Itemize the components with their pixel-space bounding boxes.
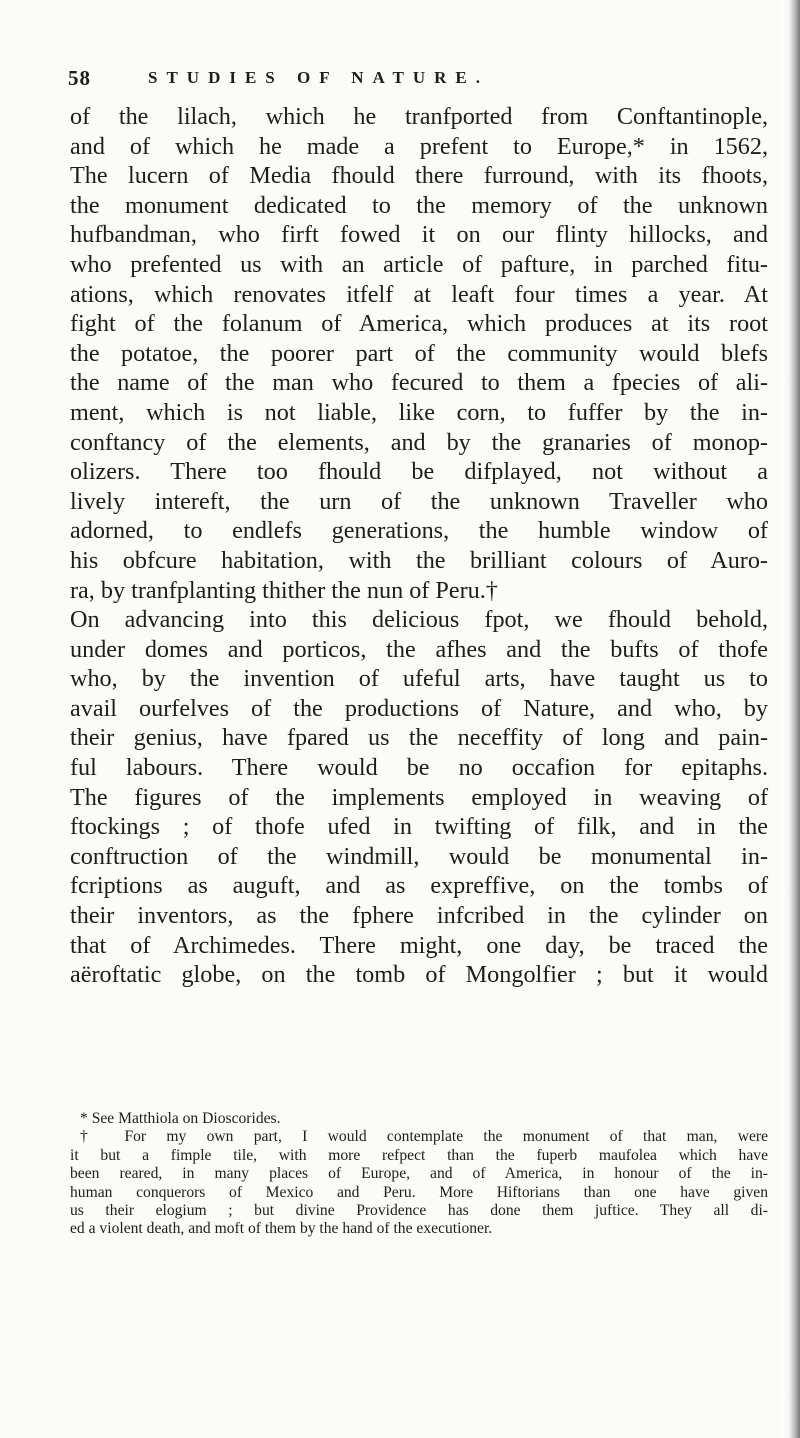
page-number: 58 [68,66,91,90]
footnote-line: been reared, in many places of Europe, and of America, in honour of the in- [70,1165,768,1183]
text-line: the monument dedicated to the memory of the unknown [70,191,768,219]
footnote-line: human conquerors of Mexico and Peru. More Hiftorians than one have given [70,1183,768,1201]
text-line: fcriptions as auguft, and as expreffive, on the tombs of [70,872,768,900]
running-head [68,66,768,98]
text-line: On advancing into this delicious fpot, we fhould behold, [70,606,768,634]
text-line: The figures of the implements employed in weaving of [70,783,768,811]
text-line: who, by the invention of ufeful arts, have taught us to [70,665,768,693]
text-line: of the lilach, which he tranfported from Conftantinople, [70,103,768,130]
text-line: hufbandman, who firft fowed it on our flinty hillocks, and [70,221,768,249]
text-line: under domes and porticos, the afhes and the bufts of thofe [70,635,768,663]
page-edge-shadow [782,0,800,1438]
text-line: ra, by tranfplanting thither the nun of Peru.† [70,576,498,604]
text-line: ment, which is not liable, like corn, to fuffer by the in- [70,398,768,426]
text-line: who prefented us with an article of pafture, in parched fitu- [70,250,768,278]
text-line: lively intereft, the urn of the unknown Traveller who [70,487,768,515]
text-line: ations, which renovates itfelf at leaft four times a year. At [70,280,768,308]
text-line: The lucern of Media fhould there furround, with its fhoots, [70,162,768,190]
footnote-line: us their elogium ; but divine Providence has done them juftice. They all di- [70,1201,768,1219]
footnote-line: † For my own part, I would contemplate the monument of that man, were [80,1128,768,1146]
text-line: adorned, to endlefs generations, the humble window of [70,517,768,545]
footnote-line: ed a violent death, and moft of them by the hand of the executioner. [70,1220,493,1238]
text-line: the name of the man who fecured to them a fpecies of ali- [70,369,768,397]
text-line: ftockings ; of thofe ufed in twifting of filk, and in the [70,813,768,841]
footnote-line: * See Matthiola on Dioscorides. [80,1110,281,1127]
text-line: and of which he made a prefent to Europe,* in 1562, [70,132,768,160]
text-line: ful labours. There would be no occafion for epitaphs. [70,754,768,782]
text-line: avail ourfelves of the productions of Nature, and who, by [70,694,768,722]
footnotes [70,1110,768,1239]
text-line: their genius, have fpared us the neceffity of long and pain- [70,724,768,752]
text-line: aëroftatic globe, on the tomb of Mongolfier ; but it would [70,961,768,989]
body-text [70,102,768,990]
text-line: olizers. There too fhould be difplayed, not without a [70,458,768,486]
text-line: conftruction of the windmill, would be monumental in- [70,842,768,870]
text-line: their inventors, as the fphere infcribed in the cylinder on [70,902,768,930]
text-line: his obfcure habitation, with the brilliant colours of Auro- [70,546,768,574]
text-line: that of Archimedes. There might, one day, be traced the [70,931,768,959]
text-line: conftancy of the elements, and by the granaries of monop- [70,428,768,456]
text-line: the potatoe, the poorer part of the community would blefs [70,339,768,367]
text-line: fight of the folanum of America, which produces at its root [70,310,768,338]
footnote-line: it but a fimple tile, with more refpect than the fuperb maufolea which have [70,1146,768,1164]
running-title: STUDIES OF NATURE. [148,68,490,87]
